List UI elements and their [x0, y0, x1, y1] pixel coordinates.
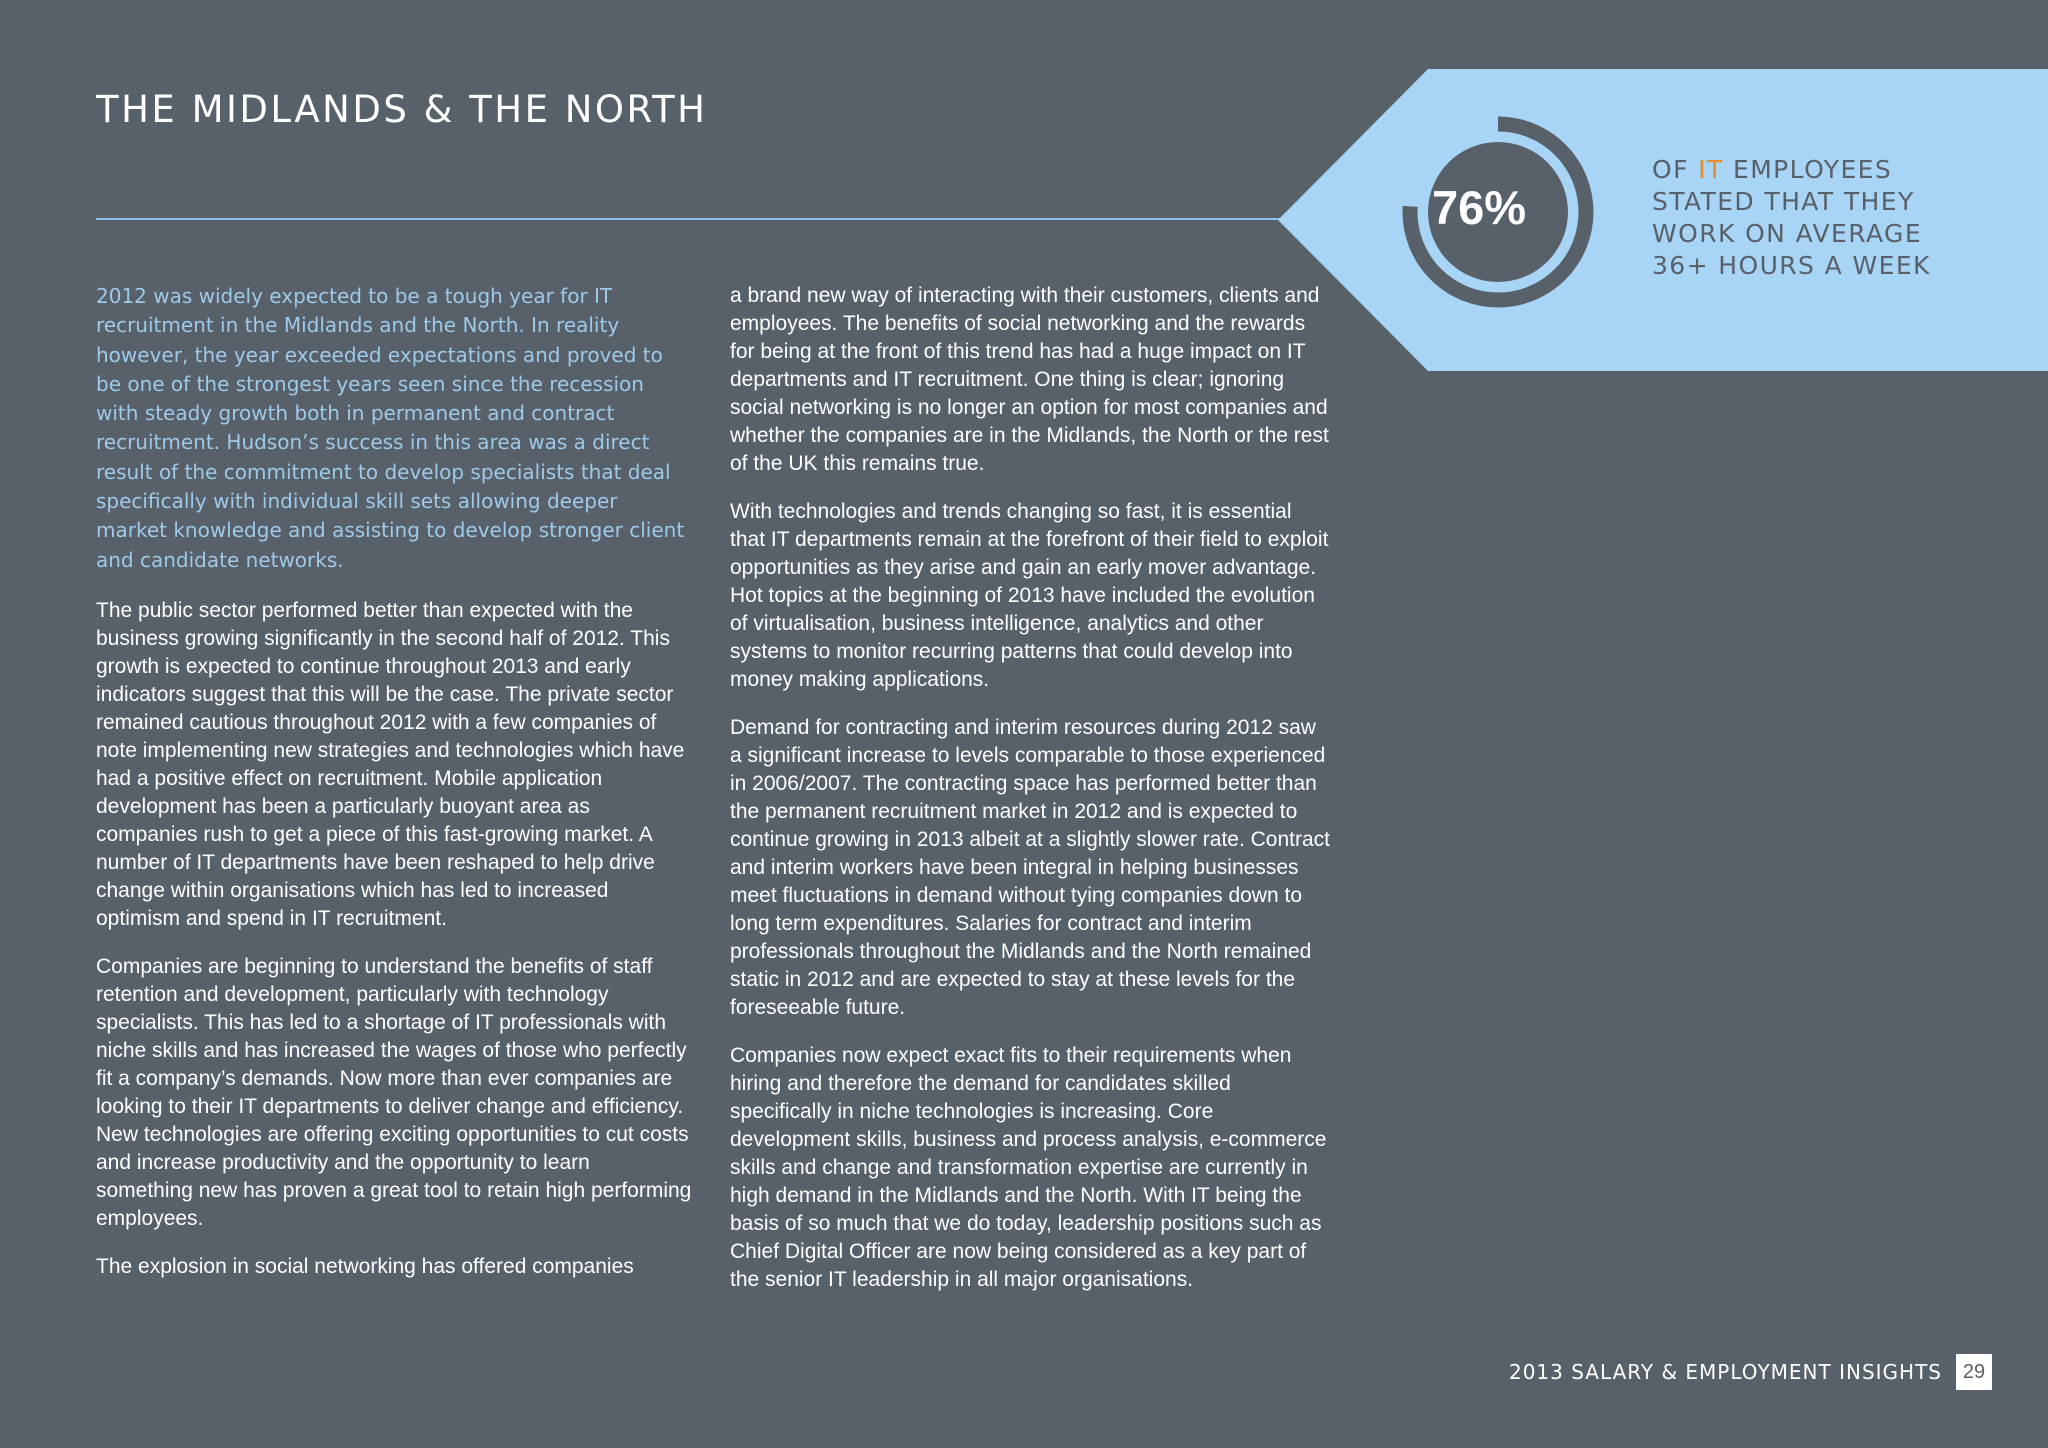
stat-caption: [1652, 154, 2012, 282]
body-paragraph: Companies are beginning to understand the benefits of staff retention and development, particularly with technology specialists. This has led to a shortage of IT professionals with niche skills and has increased the wages of those who perfectly fit a company’s demands. Now more than ever companies are looking to their IT departments to deliver change and efficiency. New technologies are offering exciting opportunities to cut costs and increase productivity and the opportunity to learn something new has proven a great tool to retain high performing employees.: [96, 954, 692, 1230]
caption-text: EMPLOYEES: [1723, 155, 1893, 184]
intro-paragraph: 2012 was widely expected to be a tough year for IT recruitment in the Midlands and the North. In reality however, the year exceeded expectations and proved to be one of the strongest years seen since the recession with steady growth both in permanent and contract recruitment. Hudson’s success in this area was a direct result of the commitment to develop specialists that deal specifically with individual skill sets allowing deeper market knowledge and assisting to develop stronger client and candidate networks.: [96, 284, 685, 572]
page-footer: [1509, 1354, 1992, 1390]
right-column: [730, 282, 1330, 1314]
caption-line: 36+ HOURS A WEEK: [1652, 251, 1931, 280]
body-paragraph: The public sector performed better than expected with the business growing significantly in the second half of 2012. This growth is expected to continue throughout 2013 and early indicators suggest that this will be the case. The private sector remained cautious throughout 2012 with a few companies of note implementing new strategies and technologies which have had a positive effect on recruitment. Mobile application development has been a particularly buoyant area as companies rush to get a piece of this fast-growing market. A number of IT departments have been reshaped to help drive change within organisations which has led to increased optimism and spend in IT recruitment.: [96, 598, 685, 930]
caption-accent: IT: [1698, 155, 1724, 184]
body-paragraph: Companies now expect exact fits to their requirements when hiring and therefore the demand for candidates skilled specifically in niche technologies is increasing. Core development skills, business and process analysis, e-commerce skills and change and transformation expertise are currently in high demand in the Midlands and the North. With IT being the basis of so much that we do today, leadership positions such as Chief Digital Officer are now being considered as a key part of the senior IT leadership in all major organisations.: [730, 1044, 1327, 1291]
body-paragraph: Demand for contracting and interim resources during 2012 saw a significant increase to levels comparable to those experienced in 2006/2007. The contracting space has performed better than the permanent recruitment market in 2012 and is expected to continue growing in 2013 albeit at a slightly slower rate. Contract and interim workers have been integral in helping businesses meet fluctuations in demand without tying companies down to long term expenditures. Salaries for contract and interim professionals throughout the Midlands and the North remained static in 2012 and are expected to stay at these levels for the foreseeable future.: [730, 716, 1330, 1019]
page-number: 29: [1956, 1354, 1992, 1390]
body-paragraph: The explosion in social networking has offered companies: [96, 1254, 634, 1278]
page-title: THE MIDLANDS & THE NORTH: [96, 88, 708, 131]
caption-line: WORK ON AVERAGE: [1652, 219, 1923, 248]
body-paragraph: With technologies and trends changing so fast, it is essential that IT departments remain at the forefront of their field to exploit opportunities as they arise and gain an early mover advantage. Hot topics at the beginning of 2013 have included the evolution of virtualisation, business intelligence, analytics and other systems to monitor recurring patterns that could develop into money making applications.: [730, 500, 1329, 691]
body-paragraph: a brand new way of interacting with their customers, clients and employees. The benefits of social networking and the rewards for being at the front of this trend has had a huge impact on IT departments and IT recruitment. One thing is clear; ignoring social networking is no longer an option for most companies and whether the companies are in the Midlands, the North or the rest of the UK this remains true.: [730, 284, 1329, 475]
caption-line: STATED THAT THEY: [1652, 187, 1915, 216]
stat-value: 76%: [1432, 181, 1527, 234]
title-divider: [96, 218, 1282, 220]
left-column: [96, 282, 692, 1301]
caption-text: OF: [1652, 155, 1699, 184]
footer-label: 2013 SALARY & EMPLOYMENT INSIGHTS: [1508, 1360, 1942, 1384]
